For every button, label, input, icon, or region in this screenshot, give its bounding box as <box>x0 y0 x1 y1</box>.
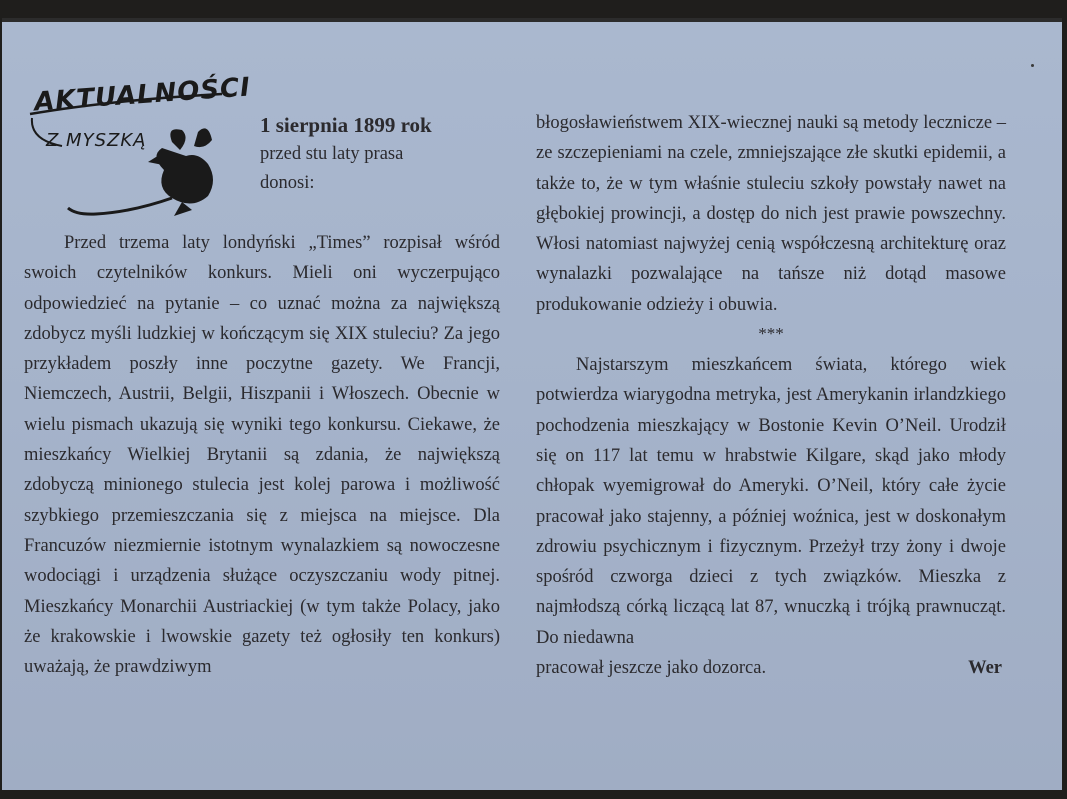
header-line-1: przed stu laty prasa <box>260 144 404 164</box>
column-logo <box>22 70 252 230</box>
logo-subtitle: Z MYSZKĄ <box>46 130 147 151</box>
right-column <box>536 108 1006 683</box>
author-signature: Wer <box>968 658 1002 679</box>
article-paragraph-1-continued: błogosławieństwem XIX-wiecznej nauki są metody lecznicze – ze szczepieniami na czele, zmniejszające złe skutki epidemii, a także to, że w tym właśnie stuleciu szkoły powstały nawet na głębokiej prowincji, a dostęp do nich jest prawie powszechny. Włosi natomiast najwyżej cenią współczesną architekturę oraz wynalazki pozwalające na tańsze niż dotąd masowe produkowanie odzieży i obuwia. <box>536 113 1006 315</box>
newspaper-clipping <box>2 18 1062 790</box>
left-column <box>24 228 500 682</box>
print-speck <box>1031 64 1034 67</box>
last-line-text: pracował jeszcze jako dozorca. <box>536 658 767 679</box>
logo-title: AKTUALNOŚCI <box>33 72 252 118</box>
article-paragraph-1: Przed trzema laty londyński „Times” rozpisał wśród swoich czytelników konkurs. Mieli oni wyczerpująco odpowiedzieć na pytanie – co uznać można za największą zdobycz myśli ludzkiej w kończącym się XIX stuleciu? Za jego przykładem poszły inne poczytne gazety. We Francji, Niemczech, Austrii, Belgii, Hiszpanii i Włoszech. Obecnie w wielu pismach ukazują się wyniki tego konkursu. Ciekawe, że mieszkańcy Wielkiej Brytanii są zdania, że największą zdobyczą minionego stulecia jest kolej parowa i możliwość szybkiego przemieszczania się z miejsca na miejsce. Dla Francuzów niezmiernie istotnym wynalazkiem są nowoczesne wodociągi i urządzenia służące oczyszczaniu wody pitnej. Mieszkańcy Monarchii Austriackiej (w tym także Polacy, jako że krakowskie i lwowskie gazety też ogłosiły ten konkurs) uważają, że prawdziwym <box>24 233 500 678</box>
article-paragraph-2: Najstarszym mieszkańcem świata, którego wiek potwierdza wiarygodna metryka, jest Amerykanin irlandzkiego pochodzenia mieszkający w Bostonie Kevin O’Neil. Urodził się on 117 lat temu w hrabstwie Kilgare, skąd jako młody chłopak wyemigrował do Ameryki. O’Neil, który całe życie pracował jako stajenny, a później woźnica, jest w doskonałym zdrowiu psychicznym i fizycznym. Przeżył trzy żony i dwoje spośród czworga dzieci z tych związków. Mieszka z najmłodszą córką liczącą lat 87, wnuczką i trójką prawnucząt. Do niedawna <box>536 355 1006 648</box>
header-line-2: donosi: <box>260 173 315 193</box>
closing-line <box>536 653 1006 683</box>
column-header <box>260 110 500 198</box>
section-separator: *** <box>758 324 784 344</box>
article-date: 1 sierpnia 1899 rok <box>260 113 432 137</box>
top-border <box>2 18 1062 22</box>
